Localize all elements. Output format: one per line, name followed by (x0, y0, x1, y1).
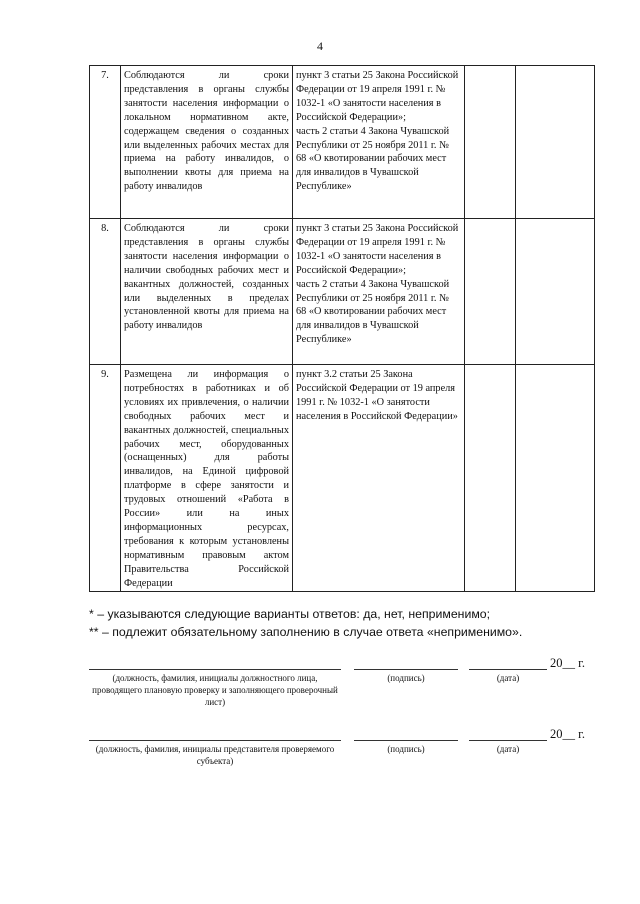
legal-reference-cell (293, 219, 465, 365)
year-field: 20__ г. (550, 656, 585, 670)
question-cell: Соблюдаются ли сроки представления в органы службы занятости населения информации о локальном нормативном акте, содержащем сведения о созданных или выделенных рабочих местах для приема на работу инвалидов, о выполнении квоты для приема на работу инвалидов (121, 66, 293, 219)
signature-line[interactable] (354, 740, 458, 741)
year-field: 20__ г. (550, 727, 585, 741)
comment-cell[interactable] (516, 66, 595, 219)
page-number: 4 (317, 39, 323, 53)
row-number: 7. (90, 66, 121, 219)
position-name-line[interactable] (89, 669, 341, 670)
signature-block-inspector (89, 657, 609, 717)
table-row (90, 66, 595, 219)
legal-reference: часть 2 статьи 4 Закона Чувашской Республики от 25 ноября 2011 г. № 68 «О квотировании рабочих мест для инвалидов в Чувашской Республике» (296, 278, 450, 346)
table-row (90, 365, 595, 592)
answer-cell[interactable] (465, 66, 516, 219)
date-line[interactable] (469, 740, 547, 741)
table-row (90, 219, 595, 365)
checklist-table (89, 65, 595, 592)
legal-reference: пункт 3 статьи 25 Закона Российской Федерации от 19 апреля 1991 г. № 1032-1 «О занятости населения в Российской Федерации»; (296, 70, 459, 123)
signature-caption: (подпись) (387, 744, 425, 754)
date-line[interactable] (469, 669, 547, 670)
question-cell: Размещена ли информация о потребностях в работниках и об условиях их привлечения, о наличии свободных рабочих мест и вакантных должностей, специальных рабочих мест, оборудованных (оснащенных) для работы инвалидов, на Единой цифровой платформе в сфере занятости и трудовых отношений «Работа в России» или на иных информационных ресурсах, требования к которым установлены нормативным правовым актом Правительства Российской Федерации (121, 365, 293, 592)
position-caption: (должность, фамилия, инициалы должностного лица, проводящего плановую проверку и заполняющего проверочный лист) (92, 673, 338, 707)
date-caption: (дата) (496, 744, 520, 754)
legal-reference-cell (293, 66, 465, 219)
legal-reference-cell (293, 365, 465, 592)
comment-cell[interactable] (516, 219, 595, 365)
position-caption: (должность, фамилия, инициалы представителя проверяемого субъекта) (95, 744, 335, 766)
signature-block-subject (89, 728, 609, 788)
row-number: 8. (90, 219, 121, 365)
answer-cell[interactable] (465, 219, 516, 365)
legal-reference: часть 2 статьи 4 Закона Чувашской Республики от 25 ноября 2011 г. № 68 «О квотировании рабочих мест для инвалидов в Чувашской Республике» (296, 125, 450, 193)
legal-reference: пункт 3 статьи 25 Закона Российской Федерации от 19 апреля 1991 г. № 1032-1 «О занятости населения в Российской Федерации»; (296, 223, 459, 276)
row-number: 9. (90, 365, 121, 592)
footnote-mandatory-comment: ** – подлежит обязательному заполнению в случае ответа «неприменимо». (89, 625, 523, 639)
legal-reference: пункт 3.2 статьи 25 Закона Российской Федерации от 19 апреля 1991 г. № 1032-1 «О занятости населения в Российской Федерации» (296, 369, 458, 422)
comment-cell[interactable] (516, 365, 595, 592)
footnotes (89, 605, 609, 641)
question-cell: Соблюдаются ли сроки представления в органы службы занятости населения информации о наличии свободных рабочих мест и вакантных должностей, созданных или выделенных в пределах установленной квоты для приема на работу инвалидов (121, 219, 293, 365)
signature-caption: (подпись) (387, 673, 425, 683)
position-name-line[interactable] (89, 740, 341, 741)
answer-cell[interactable] (465, 365, 516, 592)
date-caption: (дата) (496, 673, 520, 683)
signature-line[interactable] (354, 669, 458, 670)
footnote-answer-options: * – указываются следующие варианты ответов: да, нет, неприменимо; (89, 607, 491, 621)
